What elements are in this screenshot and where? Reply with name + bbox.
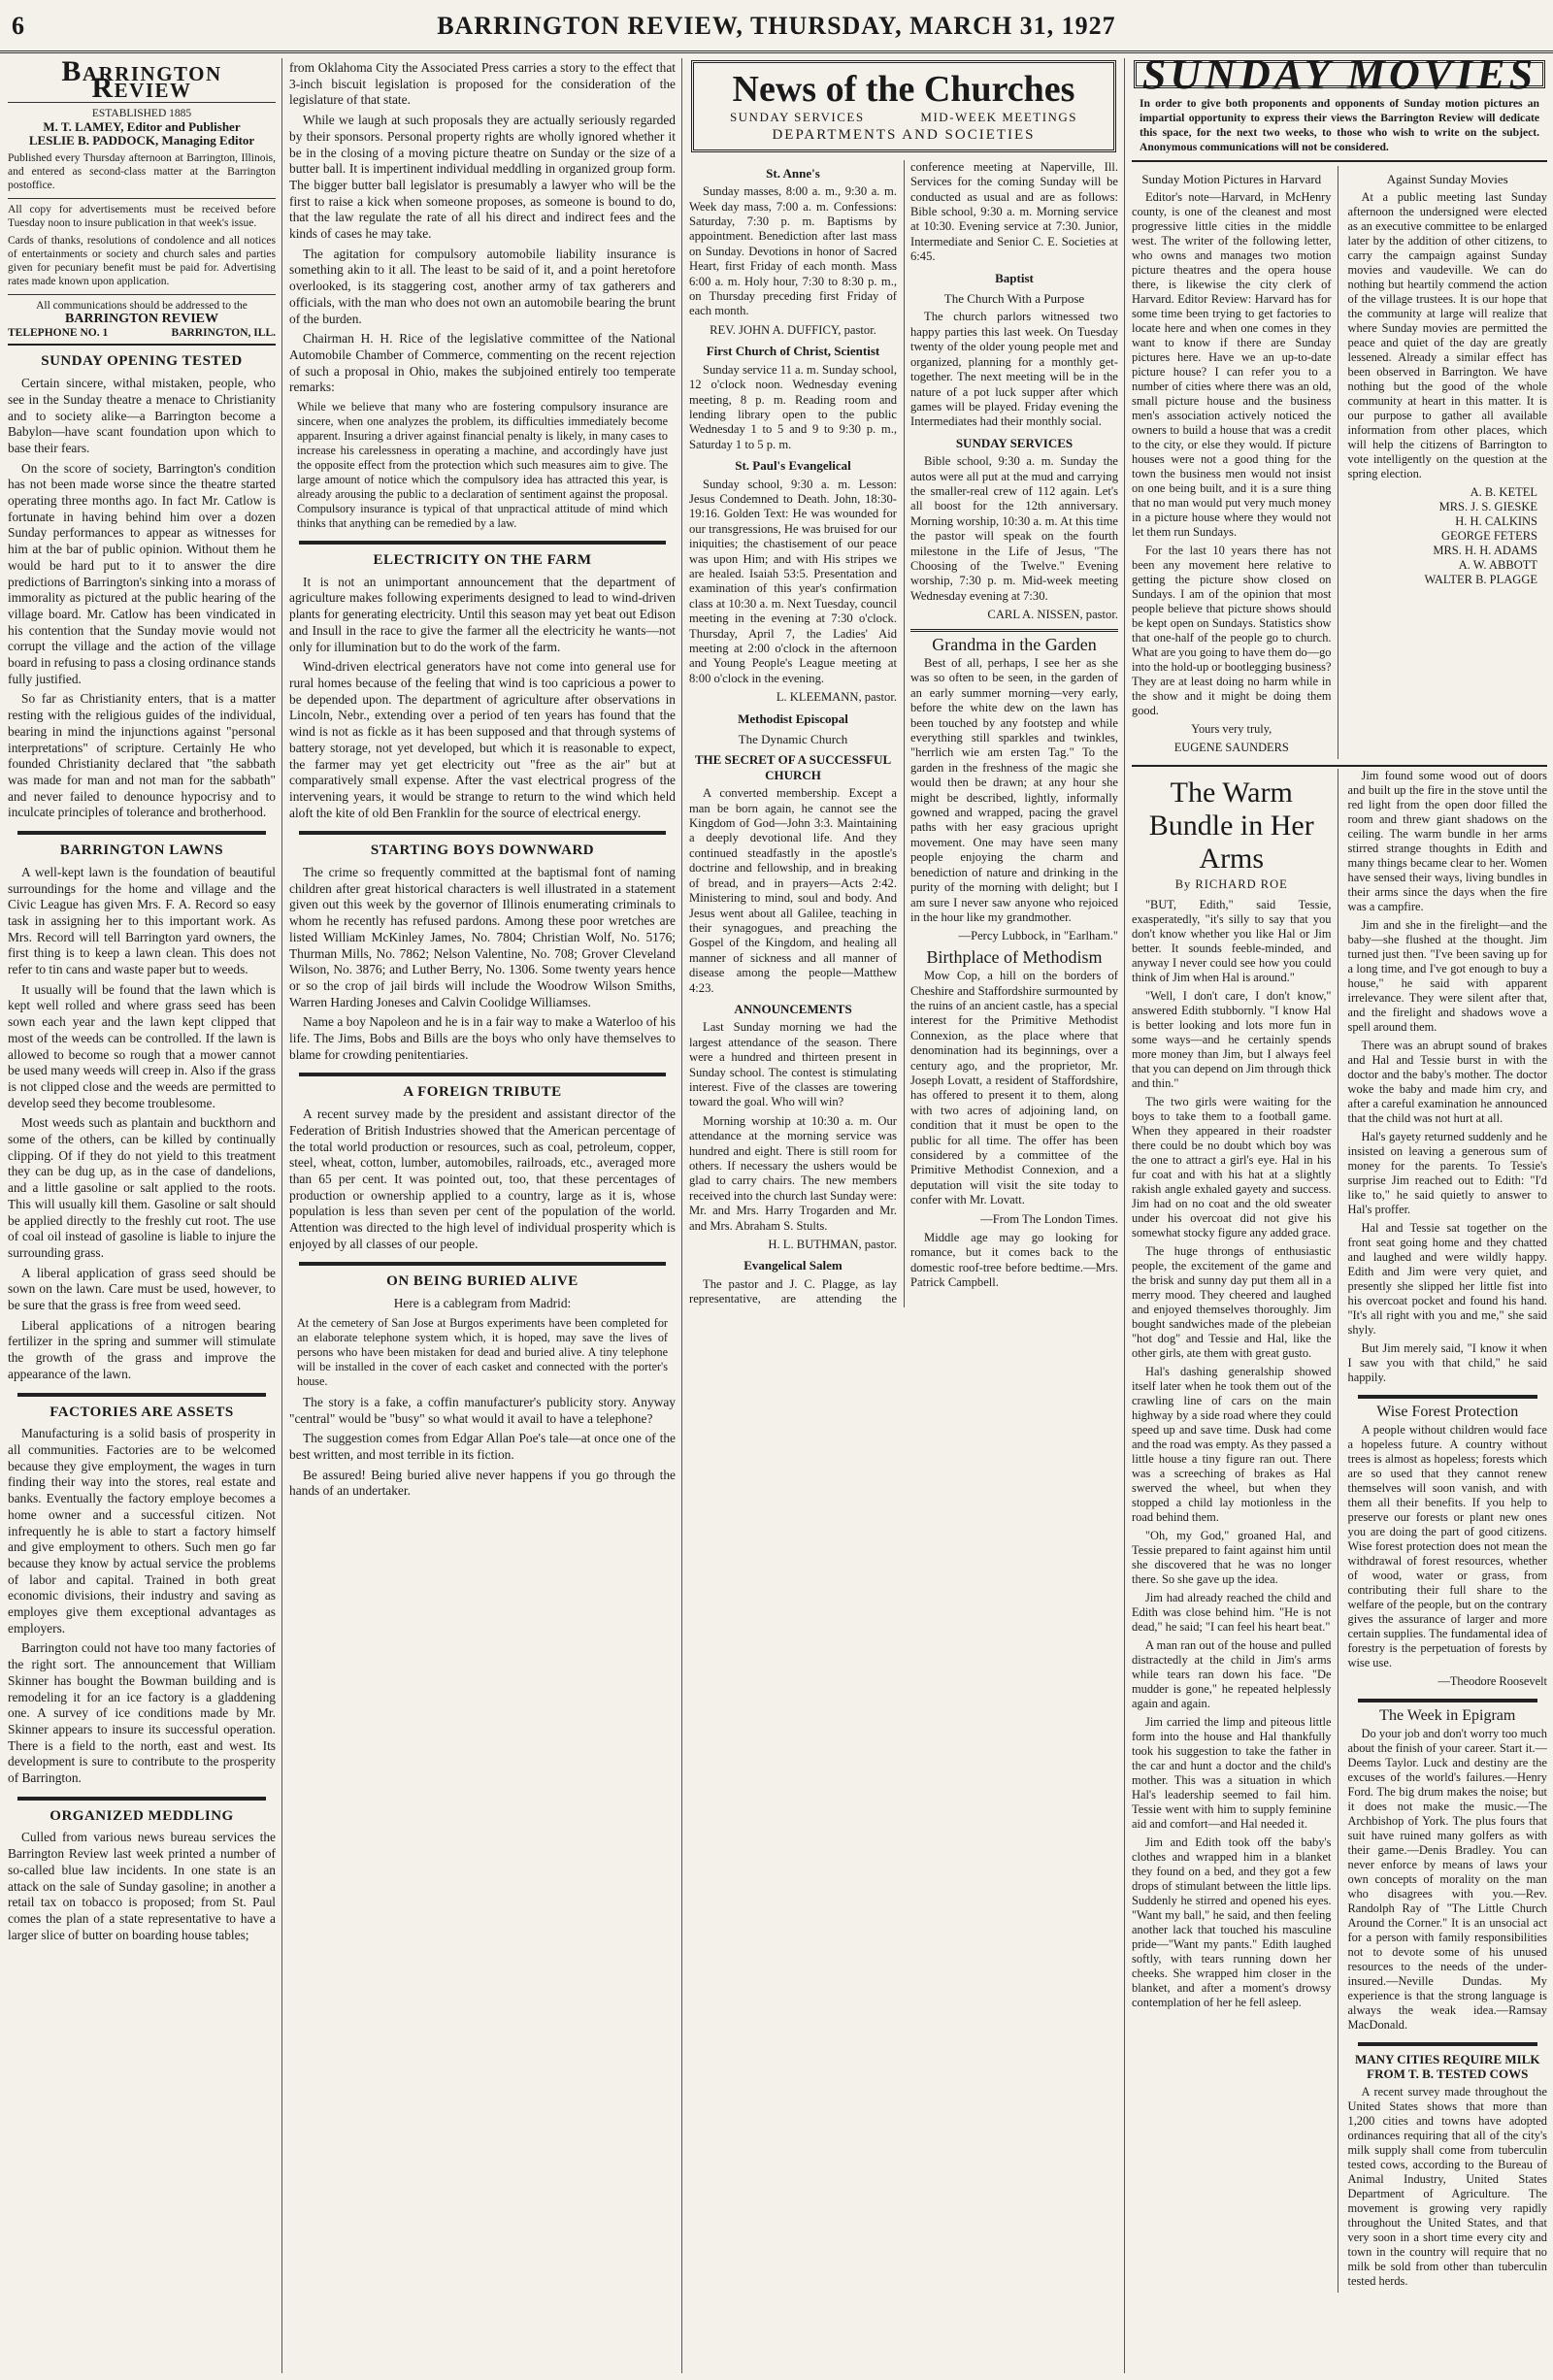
section-divider — [1358, 1395, 1538, 1399]
church-subtitle: The Church With a Purpose — [943, 291, 1085, 307]
article-paragraph: Mow Cop, a hill on the borders of Cheshire and Staffordshire surmounted by the ruins of an ancient castle, has a special interest for the Primitive Methodist Connexion, as the place where that denomination had its beginnings, over a century ago, and the proprietor, Mr. Joseph Lovatt, a resident of Staffordshire, has offered to present it to them, along with two acres of adjoining land, on condition that it must be open to the public for all time. The offer has been considered by a committee of the Primitive Methodist Connexion, and a deputation will visit the site today to confer with Mr. Lovatt. — [910, 969, 1118, 1207]
editorial-paragraph: Most weeds such as plantain and buckthorn and some of the others, can be killed by continually clipping. Of if they do not yield to this treatment they can be dug up, as in the case of dandelions, and a little gasoline or salt applied to the roots. This will usually kill them. Gasoline or salt should be applied directly to the freshly cut root. The use of coal oil instead of gasoline is liable to injure the surrounding grass. — [8, 1115, 276, 1260]
editorial-paragraph: from Oklahoma City the Associated Press carries a story to the effect that 3-inch biscuit legislation is proposed for the consideration of the legislature of that state. — [289, 60, 676, 108]
editorial-paragraph: Manufacturing is a solid basis of prosperity in all communities. Factories are to be welcomed because they give employment, the wages in turn finding their way into the stores, real estate and banks. Eventually the factory employe becomes a home owner and a successful citizen. Not infrequently he is able to start a factory himself and give employment to others. Such men go far because they know by actual service the problems of labor and capital. Trained in both great economic divisions, their industry and saving as employes give them exceptional advantages as employers. — [8, 1426, 276, 1636]
sunday-services-label: SUNDAY SERVICES — [729, 110, 865, 124]
church-name: St. Anne's — [766, 165, 820, 181]
block-quote: At the cemetery of San Jose at Burgos experiments have been completed for an elaborate telephone system which, it is hoped, may save the lives of persons who have been mistaken for dead and buried alive. A tiny telephone will be installed in the cover of each casket and connected with the porter's house. — [297, 1315, 668, 1388]
editorial-heading: A FOREIGN TRIBUTE — [403, 1084, 562, 1101]
editorial-paragraph: Be assured! Being buried alive never happens if you go through the hands of an undertaker. — [289, 1467, 676, 1499]
churches-title: News of the Churches — [732, 69, 1075, 110]
mid-week-label: MID-WEEK MEETINGS — [920, 110, 1078, 124]
column-rule — [681, 58, 682, 2373]
letter-heading: Against Sunday Movies — [1386, 172, 1508, 186]
signature: H. H. CALKINS — [1455, 514, 1537, 528]
section-divider — [1358, 1699, 1538, 1702]
story-title: The Warm Bundle in Her Arms — [1148, 777, 1314, 875]
editorial-paragraph: A recent survey made by the president and assistant director of the Federation of British Industries showed that the American percentage of the total world production or resources, such as coal, petroleum, copper, steel, wheat, cotton, lumber, automobiles, railroads, etc., averaged more than 65 per cent. It was pointed out, too, that these percentages of production or ownership applied to a country, large as it is, whose population is less than seven per cent of the population of the world. Attention was directed to the high level of individual prosperity which is enjoyed by all classes of our people. — [289, 1107, 676, 1251]
address-notice: All communications should be addressed to the — [8, 294, 276, 313]
established: ESTABLISHED 1885 — [8, 102, 276, 120]
churches-section — [689, 60, 1118, 2370]
nameplate: Barrington Review — [61, 60, 222, 104]
editorial-paragraph: It usually will be found that the lawn which is kept well rolled and where grass seed has been sown each year and the lawn kept clipped that most of the weeds can be controlled. If the lawn is allowed to become so rough that a mower cannot be used many weeds will creep in. Also if the grass is not clipped close and the weeds are permitted to develop seed they become troublesome. — [8, 981, 276, 1110]
signature: MRS. H. H. ADAMS — [1433, 544, 1537, 557]
article-source: —Theodore Roosevelt — [1437, 1674, 1547, 1688]
editorial-paragraph: So far as Christianity enters, that is a matter resting with the religious guides of the individual, bearing in mind the injunctions against "personal interpretations" of scripture. Certainly He who founded Christianity declared that "the sabbath was made for man and not man for the sabbath" and never failed to denounce hypocrisy and to inculcate principles of tolerance and brotherhood. — [8, 691, 276, 820]
church-heading: SUNDAY SERVICES — [955, 435, 1074, 450]
publisher: M. T. LAMEY, Editor and Publisher — [43, 119, 241, 135]
editorial-paragraph: Name a boy Napoleon and he is in a fair way to make a Waterloo of his life. The Jims, Bobs and Bills are the boys who only have themselves to blame for crowding penitentiaries. — [289, 1014, 676, 1062]
story-paragraph: The two girls were waiting for the boys to take them to a football game. When they appeared in their roadster there could be no doubt which boy was the one to attract a girl's eye. Hal in his fur coat and with his hat at a slightly rakish angle exhaled gayety and success. Jim had on no coat and the old sweater under his overcoat did not give his somewhat stocky figure any added grace. — [1132, 1095, 1332, 1240]
churches-columns — [689, 160, 1118, 1307]
editorial-paragraph: Chairman H. H. Rice of the legislative committee of the National Automobile Chamber of Commerce, commenting on the recent rejection of such a proposal in Ohio, makes the subjoined entirely too temperate remarks: — [289, 331, 676, 395]
sunday-movies-title: SUNDAY MOVIES — [1134, 60, 1545, 88]
story-paragraph: "Well, I don't care, I don't know," answered Edith stubbornly. "I know Hal is better looking and lots more fun in some ways—and he certainly spends more money than Jim, but I always feel that you can depend on Jim through thick and thin." — [1132, 989, 1332, 1090]
address-name: BARRINGTON REVIEW — [64, 312, 219, 327]
column-editorial — [8, 60, 276, 2370]
column-rule — [281, 58, 282, 2373]
section-divider — [299, 1262, 666, 1266]
publication-notice: Published every Thursday afternoon at Barrington, Illinois, and entered as second-class matter at the Barrington postoffice. — [8, 152, 276, 192]
editorial-paragraph: Barrington could not have too many factories of the right sort. The announcement that William Skinner has bought the Bowman building and is remodeling it for an ice factory is a gladdening one. A survey of ice conditions made by Mr. Skinner appears to insure its successful operation. There is a field to the north, east and west. Its development is sure to contribute to the prosperity of Barrington. — [8, 1640, 276, 1786]
story-paragraph: There was an abrupt sound of brakes and Hal and Tessie burst in with the doctor and the baby's mother. The doctor woke the baby and made him cry, and after a careful examination he announced that the child was not hurt at all. — [1347, 1039, 1547, 1125]
story-paragraph: Jim found some wood out of doors and built up the fire in the stove until the red light from the open door filled the room and threw giant shadows on the ceiling. The warm bundle in her arms stirred strange thoughts in Edith and many things became clear to her. Women have sensed their ways, living bundles in their arms since the days when the fire was a campfire. — [1347, 769, 1547, 913]
editorial-paragraph: The story is a fake, a coffin manufacturer's publicity story. Anyway "central" would be "busy" so what would it avail to have a telephone? — [289, 1394, 676, 1426]
article-source: —Percy Lubbock, in "Earlham." — [958, 929, 1118, 943]
church-notice: Sunday masses, 8:00 a. m., 9:30 a. m. Week day mass, 7:00 a. m. Confessions: Saturday, 7:30 p. m. Baptisms by appointment. Benediction after last mass on Sunday. Devotions in honor of Sacred Heart, first Friday of each month. Mass 6:00 a. m. Holy hour, 7:30 to 8:30 p. m., on Thursday preceding first Friday of each month. — [689, 184, 897, 318]
church-name: First Church of Christ, Scientist — [706, 344, 880, 359]
pastor-signature: H. L. BUTHMAN, pastor. — [768, 1238, 897, 1252]
church-notice: Sunday service 11 a. m. Sunday school, 12 o'clock noon. Wednesday evening meeting, 8 p. m. Reading room and lending library open to the public Wednesday 1 to 5 and 9 to 9:30 p. m., Saturday 1 to 5 p. m. — [689, 362, 897, 451]
article-title: The Week in Epigram — [1379, 1707, 1516, 1724]
committee-signatures — [1348, 485, 1548, 587]
church-name: St. Paul's Evangelical — [735, 458, 851, 474]
editorial-paragraph: A liberal application of grass seed should be sown on the lawn. Care must be used, however, to be sure that the grass is free from weed seed. — [8, 1265, 276, 1313]
letter-paragraph: Editor's note—Harvard, in McHenry county, is one of the cleanest and most progressive little cities in the middle west. The writer of the following letter, who owns and manages two motion picture theatres and the opera house there, is likewise the city clerk of Harvard. Editor Review: Harvard has for some time been trying to get factories to locate here and when one comes in they want to know if there are Sunday pictures here. Have we an up-to-date picture house? I can refer you to a number of cities where there was an old, small picture house and the business men's association actively noticed the owners to build a house that was a credit to the city, or else they would. If picture houses were not a good thing for the town the business men would not insist on one being built, and it is a sure thing that no man would put very much money in a picture house where they would not let them run Sundays. — [1132, 190, 1332, 539]
story-paragraph: Hal's gayety returned suddenly and he insisted on leaving a generous sum of money for the parents. To Tessie's surprise Jim reached out to Edith: "I'd like to," he said quietly to answer to Hal's proffer. — [1347, 1130, 1547, 1216]
article-title: Birthplace of Methodism — [926, 946, 1103, 967]
section-divider — [299, 1073, 666, 1076]
letter-signature: EUGENE SAUNDERS — [1173, 741, 1289, 754]
editorial-paragraph: Here is a cablegram from Madrid: — [393, 1296, 572, 1311]
section-divider — [17, 1797, 266, 1801]
article-title: Wise Forest Protection — [1376, 1404, 1519, 1420]
editorial-paragraph: The suggestion comes from Edgar Allan Poe's tale—at once one of the best written, and most terrible in its fiction. — [289, 1431, 676, 1462]
page-number: 6 — [12, 12, 24, 40]
editorial-heading: FACTORIES ARE ASSETS — [50, 1404, 234, 1420]
column-editorial-2 — [289, 60, 676, 2370]
editorial-paragraph: It is not an unimportant announcement that the department of agriculture makes following experiments designed to lead to wind-driven plants for generating electricity. Until this season may yet beat out Edison and Insull in the race to give the farmer all the electricity he wants—not only for illumination but to do the work of the farm. — [289, 574, 676, 654]
section-divider — [299, 541, 666, 545]
city: BARRINGTON, ILL. — [171, 327, 276, 340]
story-paragraph: Hal's dashing generalship showed itself later when he took them out of the crawling line of cars on the main highway by a side road where they could speed up and save time. Dusk had come and the road was empty. As they passed a little house a tiny figure ran out. There was a screeching of brakes as Hal swerved the wheel, but when they stopped a child lay motionless in the road behind them. — [1132, 1365, 1332, 1524]
story-column — [1132, 769, 1338, 2293]
editorial-heading: ORGANIZED MEDDLING — [50, 1807, 234, 1824]
letter-closing: Yours very truly, — [1191, 722, 1272, 736]
story-paragraph: Hal and Tessie sat together on the front seat going home and they chatted and laughed and were wildly happy. Edith and Jim were very quiet, and presently she slipped her little fist into his overcoat pocket and found his hand. "It's all right with you and me," she said shyly. — [1347, 1221, 1547, 1337]
church-subtitle: The Dynamic Church — [738, 732, 848, 747]
story-paragraph: A man ran out of the house and pulled distractedly at the child in Jim's arms while tears ran down his face. "De mudder is gone," he repeated helplessly again and again. — [1132, 1638, 1332, 1710]
article-paragraph: Middle age may go looking for romance, but it comes back to the domestic roof-tree before bedtime.—Mrs. Patrick Campbell. — [910, 1231, 1118, 1290]
editorial-paragraph: The crime so frequently committed at the baptismal font of naming children after great historical characters is well illustrated in a statement given out this week by the governor of Illinois enumerating criminals to whom he recently has refused pardons. Among these poor wretches are listed William McKinley James, No. 7804; Christian Wolf, No. 5176; Thurman Mills, No. 7862; Nelson Valentine, No. 708; Grover Cleveland Wilson, No. 3876; and Luther Berry, No. 1306. Some twenty years hence or so the crop of jail birds will include the Woodrow Wilson Smiths, Warren Harding Joneses and Calvin Coolidge Williamses. — [289, 865, 676, 1009]
editorial-paragraph: On the score of society, Barrington's condition has not been made worse since the theatre started operating three months ago. In fact Mr. Catlow is fortunate in having behind him over a dozen Sunday performances to appear as witnesses for him at the bar of public opinion. Without them he would be hard put to it to answer the dire predictions of Barrington's sinking into a morass of immorality as pictured at the public hearing of the village board. Mr. Catlow has been vindicated in his contention that the Sunday movie would not corrupt the village and the action of the village board in refusing to pass a closing ordinance stands fully justified. — [8, 460, 276, 686]
story-area — [1132, 765, 1547, 2293]
block-quote: While we believe that many who are fostering compulsory insurance are sincere, when one analyzes the problem, its difficulties immediately become apparent. Insuring a driver against financial penalty is likely, in many cases to increase his carelessness in operating a machine, and accordingly have just the opposite effect from the protection which such measures aim to give. The large amount of notice which the compulsory idea has attracted this year, is already arousing the public to a declaration of sentiment against the proposal. Compulsory insurance is typical of that unpractical attitude of mind which thinks that anything can be remedied by a law. — [297, 400, 668, 531]
departments-label: DEPARTMENTS AND SOCIETIES — [772, 127, 1036, 144]
copy-notice: All copy for advertisements must be received before Tuesday noon to insure publication in that week's issue. — [8, 198, 276, 230]
editorial-paragraph: The agitation for compulsory automobile liability insurance is something akin to it all. The least to be said of it, and a point heretofore overlooked, is its staggering cost, another army of tax gatherers and officials, with the man who does not own an automobile bearing the brunt of the burden. — [289, 246, 676, 326]
story-paragraph: Jim carried the limp and piteous little form into the house and Hal thankfully took his suggestion to take the father in the car and hunt a doctor and the child's mother. This was a situation in which Hal's leadership seemed to fail him. Tessie went with him to supply feminine aid and comfort—and Hal needed it. — [1132, 1715, 1332, 1831]
page-header — [0, 0, 1553, 53]
movies-letters — [1132, 160, 1547, 759]
story-paragraph: "BUT, Edith," said Tessie, exasperatedly, "it's silly to say that you don't know whether you like Hal or Jim better. It sounds feeble-minded, and anyway I never could see how you could think of Jim when Hal is around." — [1132, 898, 1332, 984]
section-divider — [299, 831, 666, 835]
article-source: —From The London Times. — [980, 1211, 1118, 1226]
letter-paragraph: At a public meeting last Sunday afternoon the undersigned were elected as an executive committee to be enlarged later by the addition of other citizens, to carry the campaign against Sunday movies and vaudeville. We can do nothing but heartily commend the action of the village trustees. It is our hope that the community at large will realize that where Sunday movies are permitted the peace and quiet of the day are greatly lessened. Already a similar effect has been observed in Barrington. We have nothing but the good of the whole community at heart in this matter. It is our purpose to gather all available information from other places, which will help the citizens of Barrington to vote intelligently on the question at the spring election. — [1347, 190, 1547, 480]
masthead: BARRINGTON REVIEW, THURSDAY, MARCH 31, 1927 — [437, 12, 1116, 40]
letter-for — [1132, 166, 1338, 759]
article-paragraph: Do your job and don't worry too much about the finish of your career. Start it.—Deems Taylor. Luck and destiny are the excuses of the world's failures.—Henry Ford. The big drum makes the noise; but it does not make the music.—The Archbishop of York. The plus fours that suit have ruined many golfers as with their game.—Denis Bradley. You can never enforce by means of laws your own concepts of morality on the man who disagrees with you.—Rev. Randolph Ray of "The Little Church Around the Corner." It is an unsocial act for a person with family responsibilities not to devote some of his unused resources to the needs of the under-insured.—Neville Dundas. My experience is that the strong language is always the weak idea.—Ramsay MacDonald. — [1347, 1727, 1547, 2032]
article-paragraph: A recent survey made throughout the United States shows that more than 1,200 cities and towns have adopted ordinances requiring that all of the city's milk supply shall come from tuberculin tested cows, according to the Bureau of Animal Industry, United States Department of Agriculture. The movement is growing very rapidly throughout the United States, and that very soon in a short time every city and town in the country will require that no milk be sold from other than tuberculin tested herds. — [1347, 2085, 1547, 2288]
story-column-2 — [1348, 769, 1548, 2293]
story-paragraph: Jim and she in the firelight—and the baby—she flushed at the thought. Jim turned just then. "I've been saving up for a long time, and I've got enough to buy a house," he said with apparent irrelevance. They were silent after that, and the firelight and shadows wove a spell around them. — [1347, 918, 1547, 1034]
editorial-heading: ELECTRICITY ON THE FARM — [373, 552, 592, 569]
story-paragraph: Jim had already reached the child and Edith was close behind him. "He is not dead," he said; "I can feel his heart beat." — [1132, 1591, 1332, 1634]
church-heading: ANNOUNCEMENTS — [734, 1001, 852, 1016]
sunday-movies-section — [1132, 60, 1547, 2370]
church-notice: A converted membership. Except a man be born again, he cannot see the Kingdom of God—John 3:3. Maintaining a deeply devotional life. And they continued steadfastly in the apostle's doctrine and fellowship, and in breaking of bread, and in prayers—Acts 2:42. Ministering to mind, soul and body. And Jesus went about all Galilee, teaching in their synagogues, and preaching the Gospel of the Kingdom, and healing all manner of sickness and all manner of disease among the people—Matthew 4:23. — [689, 786, 897, 995]
church-name: Methodist Episcopal — [738, 711, 848, 726]
section-divider — [1358, 2042, 1538, 2046]
article-title: Grandma in the Garden — [932, 634, 1097, 654]
editorial-paragraph: Certain sincere, withal mistaken, people, who see in the Sunday theatre a menace to Christianity and to society alike—a Barrington become a Babylon—have scant foundation upon which to base their fears. — [8, 376, 276, 455]
signature: MRS. J. S. GIESKE — [1438, 500, 1537, 513]
article-title: MANY CITIES REQUIRE MILK FROM T. B. TESTED COWS — [1354, 2052, 1540, 2081]
church-notice: Morning worship at 10:30 a. m. Our attendance at the morning service was hundred and eight. There is still room for others. If necessary the ushers would be glad to carry chairs. The new members received into the church last Sunday were: Mr. and Mrs. Harry Trogarden and Mr. and Mrs. Abraham S. Stults. — [689, 1113, 898, 1233]
editorial-heading: ON BEING BURIED ALIVE — [386, 1273, 578, 1290]
signature: WALTER B. PLAGGE — [1424, 573, 1537, 586]
church-notice: Bible school, 9:30 a. m. Sunday the autos were all put at the mud and carrying the smaller-real crew of 112 again. Let's all boost for the 12th anniversary. Morning worship, 10:30 a. m. At this time the pastor will speak on the fourth milestone in the Life of Jesus, "The Choosing of the Twelve." Evening worship, 7:30 p. m. Mid-week meeting Wednesday evening at 7:30. — [910, 454, 1118, 603]
letter-against — [1348, 166, 1548, 759]
cards-notice: Cards of thanks, resolutions of condolence and all notices of entertainments or society and church sales and parties given for pecuniary benefit must be paid for. Advertising rates made known upon application. — [8, 235, 276, 288]
story-paragraph: Jim and Edith took off the baby's clothes and wrapped him in a blanket they found on a bed, and they got a few drops of stimulant between the little lips. Suddenly he stirred and opened his eyes. "Want my ball," he said, and then feeling another lack that touched his masculine pride—"Want my pants." Edith laughed softly, with tears running down her cheeks. She wrapped him closer in the blanket, and after a moment's drowsy contemplation of her he fell asleep. — [1132, 1835, 1332, 2009]
church-name: Baptist — [995, 270, 1034, 285]
pastor-signature: CARL A. NISSEN, pastor. — [987, 608, 1118, 622]
story-paragraph: The huge throngs of enthusiastic people, the excitement of the game and the brisk and sunny day put them all in a merry mood. They cheered and laughed and enjoyed themselves thoroughly. Jim bought sandwiches made of the plebeian "hot dog" and Tessie and Hal, like the other girls, ate them with great gusto. — [1132, 1244, 1332, 1360]
editorial-paragraph: Wind-driven electrical generators have not come into general use for rural homes because of the feeling that wind is too capricious a power to be depended upon. The department of agriculture after observations in Lincoln, Nebr., extending over a period of ten years has found that the wind is not as fickle as it has been supposed and that through systems of battery storage, not yet developed, but which it is reasonable to expect, the farmer may yet get electricity out "free as the air" but at comparatively small expense. After the vast electrical progress of the intervening years, it would be strange to return to the wind which held aloft the kite of old Ben Franklin for the source of electrical energy. — [289, 659, 676, 820]
church-notice: Sunday school, 9:30 a. m. Lesson: Jesus Condemned to Death. John, 18:30-19:16. Golden Text: He was wounded for our transgressions, He was bruised for our iniquities; the chastisement of our peace was upon Him; and with His stripes we are healed. Isaiah 53:5. Presentation and examination of this year's confirmation class at 10:30 a. m. Next Tuesday, council meeting in the evening at 7:30 o'clock. Thursday, April 7, the Ladies' Aid meeting at 2:00 o'clock in the afternoon and Young People's League meeting at 8:00 o'clock in the evening. — [689, 477, 897, 685]
signature: A. W. ABBOTT — [1458, 558, 1537, 572]
pastor-signature: REV. JOHN A. DUFFICY, pastor. — [710, 322, 876, 337]
section-divider — [910, 629, 1118, 632]
church-notice: The pastor and J. C. Plagge, as lay representative, are attending the conference meeting at Naperville, Ill. Services for the coming Sunday will be conducted as usual and are as follows: Bible school, 9:30 a. m. Morning service at 10:30. Evening service at 7:30. Junior, Intermediate and Senior C. E. Societies at 6:45. — [689, 159, 1118, 1306]
editorial-paragraph: A well-kept lawn is the foundation of beautiful surroundings for the home and village and the Civic League has given Mrs. F. A. Record so easy task in assigning her to this important work. As Mrs. Record will tell Barrington yard owners, the first thing is to keep a lawn clean. This does not refer to tin cans and waste paper but to weeds. — [8, 864, 276, 977]
story-paragraph: But Jim merely said, "I know it when I saw you with that child," he said happily. — [1347, 1341, 1547, 1384]
column-rule — [1124, 58, 1125, 2373]
signature: A. B. KETEL — [1470, 485, 1537, 499]
contact-line — [8, 326, 276, 346]
church-notice: Last Sunday morning we had the largest attendance of the season. There were a hundred and thirteen present in Sunday school. The contest is stimulating interest. Five of the classes are towering toward the goal. Who will win? — [689, 1020, 897, 1109]
letter-paragraph: For the last 10 years there has not been any movement here relative to getting the picture show closed on Sundays. I am of the opinion that most people believe that picture shows should be kept open on Sundays. Statistics show that one-half of the people go to church. What are you going to have them do—go into the hold-up or bootlegging business? They are at least doing no harm while in the show and it might be doing them good. — [1132, 544, 1332, 717]
section-divider — [17, 831, 266, 835]
editorial-paragraph: While we laugh at such proposals they are actually seriously regarded by their sponsors. Personal property rights are wholly ignored whether it be in the closing of a moving picture theatre on Sunday or the size of a butter ball. It is impertinent individual meddling in organized group form. The bigger butter ball legislator is presumably a lawyer who will be the first to raise a kick when someone proposes, as someone is bound to do, that the law regulate the rate of all his direct and indirect fees and the kinds of cases he may take. — [289, 113, 676, 242]
pastor-signature: L. KLEEMANN, pastor. — [776, 690, 897, 705]
churches-header — [691, 60, 1116, 152]
article-paragraph: A people without children would face a hopeless future. A country without trees is almost as hopeless; forests which are so used that they cannot renew themselves will soon vanish, and with them all their benefits. If you help to preserve our forests or plant new ones you are doing the part of good citizens. Wise forest protection does not mean the withdrawal of forest resources, whether of wood, water or grass, from contributing their full share to the welfare of the people, but on the contrary gives the assurance of larger and more certain supplies. The fundamental idea of forestry is the perpetuation of forests by wise use. — [1347, 1423, 1547, 1669]
section-divider — [17, 1393, 266, 1397]
editorial-heading: STARTING BOYS DOWNWARD — [370, 843, 595, 859]
editorial-heading: SUNDAY OPENING TESTED — [41, 353, 243, 370]
managing-editor: LESLIE B. PADDOCK, Managing Editor — [28, 133, 255, 149]
letter-heading: Sunday Motion Pictures in Harvard — [1141, 172, 1322, 186]
story-paragraph: "Oh, my God," groaned Hal, and Tessie prepared to faint against him until she discovered that he was no longer there. So she gave up the idea. — [1132, 1529, 1332, 1586]
story-byline: By RICHARD ROE — [1174, 877, 1288, 891]
editorial-heading: BARRINGTON LAWNS — [59, 843, 224, 859]
editorial-paragraph: Liberal applications of a nitrogen bearing fertilizer in the spring and summer will stimulate the growth of the grass and improve the appearance of the lawn. — [8, 1317, 276, 1381]
church-heading: THE SECRET OF A SUCCESSFUL CHURCH — [694, 752, 892, 782]
church-notice: The church parlors witnessed two happy parties this last week. On Tuesday twenty of the older young people met and organized, planning for a monthly get-together. The next meeting will be in the nature of a pot luck supper after which games will be played. Friday evening the Intermediates had their monthly social. — [910, 310, 1118, 429]
movies-intro: In order to give both proponents and opponents of Sunday motion pictures an impartial opportunity to express their views the Barrington Review will dedicate this space, for the next two weeks, to those who wish to write on the subject. Anonymous communications will not be considered. — [1140, 97, 1539, 153]
article-paragraph: Best of all, perhaps, I see her as she was so often to be seen, in the garden of an early summer morning—very early, before the white dew on the lawn has been touched by any footstep and while everything still sparkles and twinkles, "herrlich wie am ersten Tag." To the garden in the freshness of the magic she would then be drawn; at any hour she might be described, lightly, informally gowned and wrapped, pacing the gravel paths with her easy gracious upright movement. One may have seen many people enjoying the charm and benediction of nature and drinking in the purity of the morning with delight; but I am sure I never saw anyone who rejoiced in the hour like my grandmother. — [910, 656, 1118, 924]
church-name: Evangelical Salem — [743, 1258, 843, 1273]
signature: GEORGE FETERS — [1441, 529, 1537, 543]
telephone: TELEPHONE NO. 1 — [8, 327, 109, 340]
editorial-paragraph: Culled from various news bureau services the Barrington Review last week printed a number of so-called blue law incidents. In one state is an attack on the sale of Sunday gasoline; in another a retail tax on tobacco is proposed; from St. Paul comes the plan of a state representative to have a larger slice of butter on boarding house tables; — [8, 1830, 276, 1942]
